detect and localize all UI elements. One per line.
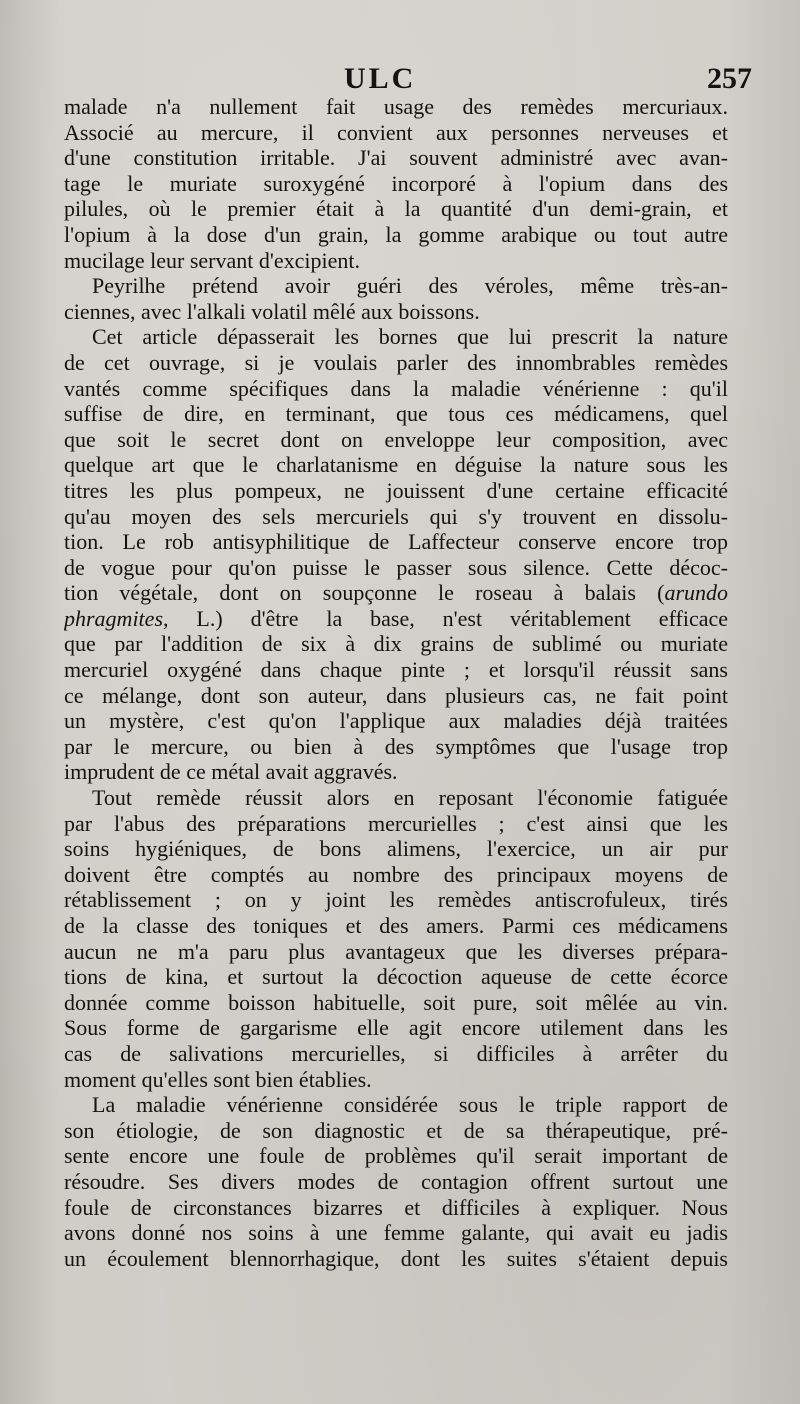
- text-line: [64, 427, 728, 453]
- line-text: mucilage leur servant d'excipient.: [64, 247, 360, 273]
- text-line: [64, 529, 728, 555]
- line-text: ciennes, avec l'alkali volatil mêlé aux boissons.: [64, 298, 480, 324]
- text-line: [64, 273, 728, 299]
- line-text: doivent être comptés au nombre des principaux moyens de: [64, 861, 728, 887]
- line-text: Sous forme de gargarisme elle agit encore utilement dans les: [64, 1015, 728, 1041]
- line-text: imprudent de ce métal avait aggravés.: [64, 759, 398, 785]
- line-text: vantés comme spécifiques dans la maladie vénérienne : qu'il: [64, 375, 728, 401]
- text-line: [64, 555, 728, 581]
- line-text: mercuriel oxygéné dans chaque pinte ; et lorsqu'il réussit sans: [64, 657, 728, 683]
- running-title: ULC: [344, 62, 417, 95]
- line-text: , L.) d'être la base, n'est véritablement efficace: [163, 605, 728, 631]
- line-text: l'opium à la dose d'un grain, la gomme arabique ou tout autre: [64, 221, 728, 247]
- line-text: de vogue pour qu'on puisse le passer sous silence. Cette décoc-: [64, 554, 728, 580]
- line-text: avons donné nos soins à une femme galante, qui avait eu jadis: [64, 1220, 728, 1246]
- text-line: [64, 504, 728, 530]
- line-text: pilules, où le premier était à la quantité d'un demi-grain, et: [64, 196, 728, 222]
- text-line: [64, 887, 728, 913]
- text-line: [64, 708, 728, 734]
- page-header: [0, 58, 800, 98]
- text-line: [64, 145, 728, 171]
- line-text: suffise de dire, en terminant, que tous ces médicamens, quel: [64, 401, 728, 427]
- text-line: [64, 196, 728, 222]
- text-line: [64, 964, 728, 990]
- text-line: [64, 1169, 728, 1195]
- text-line: [64, 248, 728, 274]
- text-line: [64, 785, 728, 811]
- line-text: d'une constitution irritable. J'ai souvent administré avec avan-: [64, 145, 728, 171]
- text-line: [64, 580, 728, 606]
- page-number: 257: [707, 62, 752, 95]
- text-line: [64, 324, 728, 350]
- text-line: [64, 811, 728, 837]
- line-text: de la classe des toniques et des amers. Parmi ces médicamens: [64, 913, 728, 938]
- line-text: tion végétale, dont on soupçonne le roseau à balais (: [64, 580, 665, 606]
- line-text: moment qu'elles sont bien établies.: [64, 1066, 372, 1092]
- line-text: soins hygiéniques, de bons alimens, l'exercice, un air pur: [64, 836, 728, 862]
- line-text: de cet ouvrage, si je voulais parler des innombrables remèdes: [64, 349, 728, 375]
- text-line: [64, 376, 728, 402]
- text-line: [64, 1220, 728, 1246]
- line-text: par l'abus des préparations mercurielles ; c'est ainsi que les: [64, 810, 728, 836]
- text-line: [64, 913, 728, 939]
- line-text: son étiologie, de son diagnostic et de sa thérapeutique, pré-: [64, 1117, 728, 1143]
- text-line: [64, 452, 728, 478]
- text-line: [64, 401, 728, 427]
- line-text: Associé au mercure, il convient aux personnes nerveuses et: [64, 119, 728, 145]
- text-line: [64, 836, 728, 862]
- line-text: qu'au moyen des sels mercuriels qui s'y trouvent en dissolu-: [64, 503, 728, 529]
- text-line: [64, 1143, 728, 1169]
- text-line: [64, 759, 728, 785]
- text-line: [64, 939, 728, 965]
- line-text: Tout remède réussit alors en reposant l'économie fatiguée: [92, 785, 728, 811]
- line-text: donnée comme boisson habituelle, soit pure, soit mêlée au vin.: [64, 989, 728, 1015]
- line-text: quelque art que le charlatanisme en déguise la nature sous les: [64, 452, 728, 478]
- line-text: tage le muriate suroxygéné incorporé à l'opium dans des: [64, 170, 728, 196]
- line-text: titres les plus pompeux, ne jouissent d'une certaine efficacité: [64, 477, 728, 503]
- text-line: [64, 120, 728, 146]
- text-line: [64, 1195, 728, 1221]
- text-line: [64, 1118, 728, 1144]
- line-text: ce mélange, dont son auteur, dans plusieurs cas, ne fait point: [64, 682, 728, 708]
- line-text: aucun ne m'a paru plus avantageux que les diverses prépara-: [64, 938, 728, 964]
- line-text: tion. Le rob antisyphilitique de Laffecteur conserve encore trop: [64, 529, 728, 555]
- text-line: [64, 1067, 728, 1093]
- text-line: [64, 1246, 728, 1272]
- text-line: [64, 1092, 728, 1118]
- text-line: [64, 1015, 728, 1041]
- line-text: que soit le secret dont on enveloppe leur composition, avec: [64, 426, 728, 452]
- text-line: [64, 171, 728, 197]
- line-text: Cet article dépasserait les bornes que lui prescrit la nature: [92, 324, 728, 350]
- text-line: [64, 862, 728, 888]
- line-text: un écoulement blennorrhagique, dont les suites s'étaient depuis: [64, 1245, 728, 1271]
- line-text: rétablissement ; on y joint les remèdes antiscrofuleux, tirés: [64, 887, 728, 913]
- text-line: [64, 1041, 728, 1067]
- text-line: [64, 990, 728, 1016]
- italic-term: phragmites: [64, 605, 163, 631]
- text-line: [64, 478, 728, 504]
- line-text: sente encore une foule de problèmes qu'il serait important de: [64, 1143, 728, 1169]
- text-line: [64, 631, 728, 657]
- line-text: un mystère, c'est qu'on l'applique aux maladies déjà traitées: [64, 708, 728, 734]
- line-text: cas de salivations mercurielles, si difficiles à arrêter du: [64, 1040, 728, 1066]
- text-line: [64, 657, 728, 683]
- text-line: [64, 222, 728, 248]
- line-text: malade n'a nullement fait usage des remèdes mercuriaux.: [64, 94, 728, 119]
- line-text: résoudre. Ses divers modes de contagion offrent surtout une: [64, 1168, 728, 1194]
- text-line: [64, 734, 728, 760]
- body-text: [64, 94, 728, 1271]
- text-line: [64, 350, 728, 376]
- text-line: [64, 94, 728, 120]
- line-text: La maladie vénérienne considérée sous le triple rapport de: [92, 1092, 728, 1118]
- line-text: Peyrilhe prétend avoir guéri des véroles, même très-an-: [92, 273, 728, 299]
- text-line: [64, 606, 728, 632]
- text-line: [64, 683, 728, 709]
- line-text: par le mercure, ou bien à des symptômes que l'usage trop: [64, 733, 728, 759]
- text-line: [64, 299, 728, 325]
- line-text: foule de circonstances bizarres et difficiles à expliquer. Nous: [64, 1194, 728, 1220]
- line-text: que par l'addition de six à dix grains de sublimé ou muriate: [64, 631, 728, 657]
- italic-term: arundo: [664, 580, 728, 606]
- line-text: tions de kina, et surtout la décoction aqueuse de cette écorce: [64, 964, 728, 990]
